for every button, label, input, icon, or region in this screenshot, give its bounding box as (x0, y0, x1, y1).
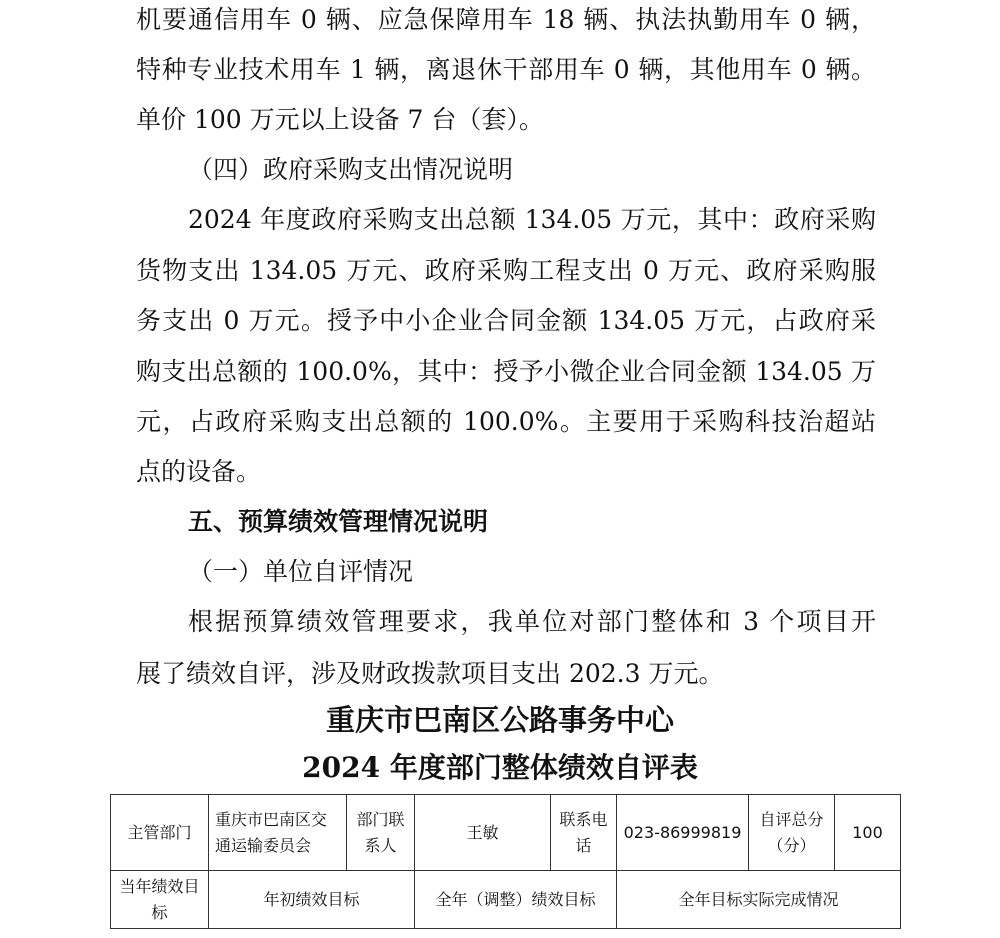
dept-value-cell: 重庆市巴南区交通运输委员会 (209, 795, 347, 871)
contact-label-cell: 部门联系人 (347, 795, 415, 871)
paragraph-line: 购支出总额的 100.0%，其中：授予小微企业合同金额 134.05 万 (136, 357, 876, 386)
paragraph-line: 展了绩效自评，涉及财政拨款项目支出 202.3 万元。 (136, 659, 724, 688)
paragraph-line: 货物支出 134.05 万元、政府采购工程支出 0 万元、政府采购服 (136, 256, 876, 285)
phone-value-cell: 023-86999819 (617, 795, 749, 871)
dept-label-cell: 主管部门 (111, 795, 209, 871)
adjusted-goal-cell: 全年（调整）绩效目标 (415, 871, 617, 929)
evaluation-table (110, 794, 901, 929)
paragraph-line: 机要通信用车 0 辆、应急保障用车 18 辆、执法执勤用车 0 辆， (136, 5, 876, 34)
score-value-cell: 100 (835, 795, 901, 871)
paragraph-line: 根据预算绩效管理要求，我单位对部门整体和 3 个项目开 (188, 607, 876, 636)
paragraph-line: 元，占政府采购支出总额的 100.0%。主要用于采购科技治超站 (136, 407, 876, 436)
section-heading: 五、预算绩效管理情况说明 (188, 507, 489, 536)
paragraph-line: 点的设备。 (136, 457, 262, 486)
section-heading: （四）政府采购支出情况说明 (188, 155, 514, 184)
paragraph-line: 特种专业技术用车 1 辆，离退休干部用车 0 辆，其他用车 0 辆。 (136, 55, 876, 84)
score-label-cell: 自评总分（分） (749, 795, 835, 871)
contact-value-cell: 王敏 (415, 795, 551, 871)
phone-label-cell: 联系电话 (551, 795, 617, 871)
paragraph-line: 单价 100 万元以上设备 7 台（套）。 (136, 105, 544, 134)
subsection-heading: （一）单位自评情况 (188, 557, 414, 586)
initial-goal-cell: 年初绩效目标 (209, 871, 415, 929)
paragraph-line: 务支出 0 万元。授予中小企业合同金额 134.05 万元，占政府采 (136, 306, 876, 335)
paragraph-line: 2024 年度政府采购支出总额 134.05 万元，其中：政府采购 (188, 205, 876, 234)
goal-label-cell: 当年绩效目标 (111, 871, 209, 929)
table-row (111, 795, 901, 871)
table-title: 重庆市巴南区公路事务中心 (325, 703, 674, 737)
table-row (111, 871, 901, 929)
table-subtitle: 2024 年度部门整体绩效自评表 (302, 751, 698, 784)
actual-completion-cell: 全年目标实际完成情况 (617, 871, 901, 929)
